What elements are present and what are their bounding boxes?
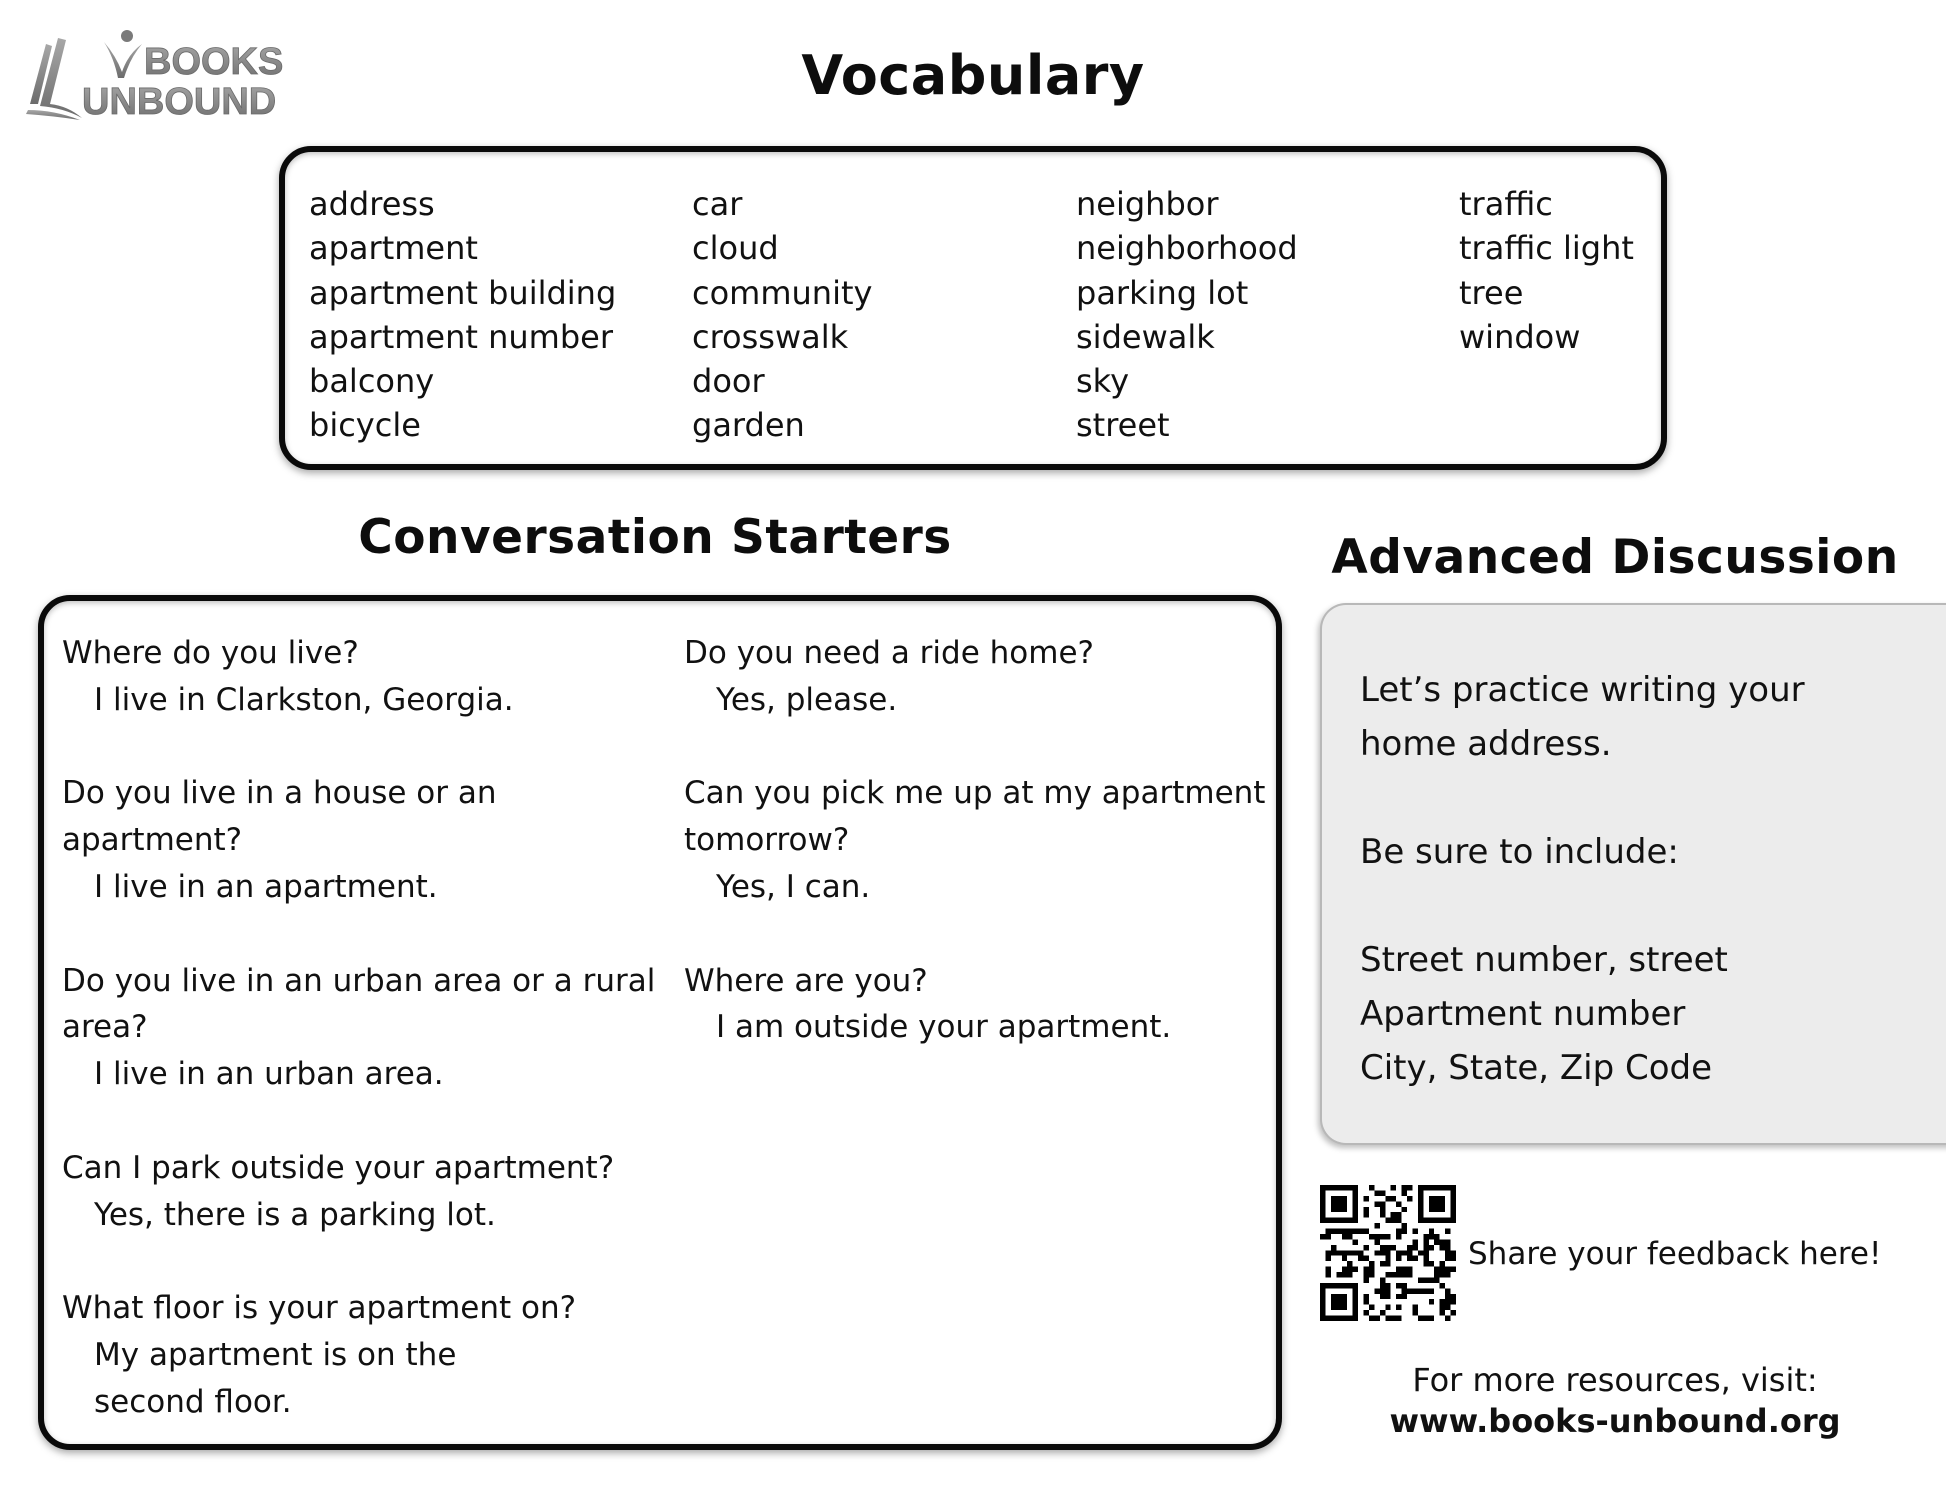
qr-module [1385, 1316, 1390, 1321]
qr-module [1380, 1190, 1385, 1195]
vocab-word: street [1076, 406, 1170, 445]
question: What floor is your apartment on? [62, 1290, 577, 1327]
qr-module [1336, 1250, 1341, 1255]
qr-module [1347, 1261, 1352, 1266]
open-book-reader-icon [24, 26, 304, 121]
qr-module [1385, 1288, 1390, 1293]
qr-module [1440, 1245, 1445, 1250]
qr-module [1412, 1256, 1417, 1261]
qr-module [1407, 1250, 1412, 1255]
qr-module [1369, 1272, 1374, 1277]
advanced-discussion-title: Advanced Discussion [1331, 530, 1899, 585]
qr-module [1429, 1234, 1434, 1239]
vocab-word: balcony [309, 362, 435, 401]
qr-module [1374, 1190, 1379, 1195]
advanced-intro: Let’s practice writing your home address. [1360, 670, 1805, 764]
qr-module [1369, 1261, 1374, 1266]
qr-module [1412, 1239, 1417, 1244]
qr-module [1445, 1288, 1450, 1293]
address-item: City, State, Zip Code [1360, 1048, 1713, 1088]
qr-module [1391, 1196, 1396, 1201]
conversation-starters-box [38, 595, 1282, 1450]
qr-module [1451, 1267, 1456, 1272]
qr-module [1396, 1305, 1401, 1310]
vocab-word: bicycle [309, 406, 421, 445]
vocab-word: crosswalk [692, 317, 849, 356]
qr-module [1445, 1250, 1450, 1255]
qr-module [1402, 1190, 1407, 1195]
qr-module [1353, 1250, 1358, 1255]
qr-module [1391, 1185, 1396, 1190]
vocab-word: traffic [1459, 185, 1553, 223]
qr-module [1369, 1234, 1374, 1239]
qr-module [1364, 1196, 1369, 1201]
qr-module [1440, 1239, 1445, 1244]
qr-module [1434, 1234, 1439, 1239]
vocab-word: sky [1076, 362, 1129, 401]
qr-module [1451, 1299, 1456, 1304]
qr-module [1440, 1283, 1445, 1288]
qr-module [1445, 1267, 1450, 1272]
qr-module [1331, 1294, 1347, 1310]
qr-module [1358, 1250, 1363, 1255]
qr-module [1402, 1267, 1407, 1272]
question: Where do you live? [62, 635, 359, 671]
answer: I live in Clarkston, Georgia. [94, 681, 514, 718]
qr-module [1445, 1299, 1450, 1304]
qr-module [1380, 1250, 1385, 1255]
qr-module [1374, 1234, 1379, 1239]
qr-module [1342, 1229, 1347, 1234]
vocab-word: apartment building [309, 273, 617, 312]
qr-module [1385, 1218, 1390, 1223]
vocab-word: door [692, 362, 765, 401]
qr-module [1396, 1229, 1401, 1234]
qr-module [1380, 1283, 1385, 1288]
qr-module [1445, 1245, 1450, 1250]
qr-module [1385, 1305, 1390, 1310]
qa-pair [62, 1145, 682, 1239]
qa-pair [684, 770, 1284, 910]
qr-module [1374, 1239, 1379, 1244]
vocab-word: garden [692, 406, 805, 445]
qr-module [1407, 1245, 1412, 1250]
vocabulary-column-4 [1459, 182, 1634, 359]
qr-module [1412, 1305, 1417, 1310]
qr-module [1396, 1250, 1401, 1255]
qr-module [1412, 1245, 1417, 1250]
qr-module [1380, 1310, 1385, 1315]
qr-module [1331, 1245, 1336, 1250]
vocab-word: neighbor [1076, 185, 1219, 223]
qr-module [1374, 1316, 1379, 1321]
qr-module [1418, 1316, 1423, 1321]
address-item: Apartment number [1360, 994, 1686, 1034]
vocab-word: cloud [692, 229, 779, 268]
advanced-discussion-box [1320, 603, 1946, 1145]
vocab-word: neighborhood [1076, 229, 1298, 268]
qr-module [1429, 1245, 1434, 1250]
qr-module [1380, 1207, 1385, 1212]
qr-module [1407, 1288, 1412, 1293]
qr-module [1402, 1207, 1407, 1212]
answer: Yes, I can. [716, 868, 871, 905]
qr-module [1402, 1294, 1407, 1299]
qr-module [1402, 1250, 1407, 1255]
qr-module [1440, 1267, 1445, 1272]
qr-module [1380, 1294, 1385, 1299]
qr-module [1391, 1245, 1396, 1250]
resources-label: For more resources, visit: [1412, 1361, 1818, 1399]
qr-module [1402, 1283, 1407, 1288]
vocab-word: parking lot [1076, 273, 1249, 312]
qr-module [1331, 1250, 1336, 1255]
qr-module [1347, 1250, 1352, 1255]
conversation-column-left [62, 630, 682, 1472]
qr-module [1440, 1261, 1445, 1266]
qr-module [1402, 1272, 1407, 1277]
qr-module [1451, 1256, 1456, 1261]
qr-module [1423, 1277, 1428, 1282]
qr-module [1342, 1272, 1347, 1277]
qr-module [1396, 1234, 1401, 1239]
qr-module [1325, 1250, 1330, 1255]
vocab-word: apartment [309, 229, 478, 268]
qr-module [1402, 1288, 1407, 1293]
answer: I live in an urban area. [94, 1056, 444, 1093]
qr-module [1391, 1272, 1396, 1277]
address-item: Street number, street [1360, 940, 1728, 980]
vocab-word: address [309, 185, 435, 223]
qr-module [1396, 1283, 1401, 1288]
qr-module [1325, 1267, 1330, 1272]
vocabulary-column-3 [1076, 182, 1298, 448]
resources-footer [1340, 1360, 1890, 1442]
website-link[interactable]: www.books-unbound.org [1389, 1402, 1841, 1440]
answer: I am outside your apartment. [716, 1009, 1172, 1046]
qr-module [1380, 1261, 1385, 1266]
qr-module [1347, 1272, 1352, 1277]
qr-module [1380, 1234, 1385, 1239]
qr-module [1391, 1218, 1396, 1223]
qr-module [1331, 1229, 1336, 1234]
qr-module [1342, 1267, 1347, 1272]
qr-module [1418, 1250, 1423, 1255]
qr-module [1434, 1239, 1439, 1244]
qr-module [1402, 1223, 1407, 1228]
qr-module [1385, 1256, 1390, 1261]
qr-module [1364, 1294, 1369, 1299]
qr-module [1407, 1272, 1412, 1277]
qr-module [1423, 1261, 1428, 1266]
qr-module [1440, 1310, 1445, 1315]
qr-module [1380, 1288, 1385, 1293]
qr-module [1434, 1272, 1439, 1277]
qr-module [1374, 1288, 1379, 1293]
qr-module [1358, 1256, 1363, 1261]
vocabulary-column-1 [309, 182, 616, 448]
vocabulary-column-2 [692, 182, 872, 448]
conversation-column-right [684, 630, 1284, 1098]
qr-module [1396, 1272, 1401, 1277]
qr-module [1364, 1310, 1369, 1315]
qr-module [1385, 1250, 1390, 1255]
qr-module [1434, 1267, 1439, 1272]
qr-module [1407, 1256, 1412, 1261]
qr-module [1407, 1196, 1412, 1201]
advanced-discussion-content [1360, 663, 1880, 1095]
qr-module [1407, 1185, 1412, 1190]
qr-module [1385, 1283, 1390, 1288]
qr-module [1407, 1267, 1412, 1272]
qr-module [1385, 1261, 1390, 1266]
logo-line1: BOOKS [144, 41, 284, 83]
qr-module [1364, 1245, 1369, 1250]
qr-module [1412, 1310, 1417, 1315]
qa-pair [62, 958, 682, 1098]
qr-module [1347, 1234, 1352, 1239]
qr-module [1423, 1288, 1428, 1293]
qr-module [1434, 1277, 1439, 1282]
qr-module [1402, 1185, 1407, 1190]
qr-module [1402, 1229, 1407, 1234]
vocabulary-box [279, 146, 1667, 470]
vocab-word: sidewalk [1076, 317, 1215, 356]
qr-module [1364, 1267, 1369, 1272]
qr-module [1396, 1316, 1401, 1321]
qr-module [1429, 1277, 1434, 1282]
qr-module [1445, 1272, 1450, 1277]
qr-module [1429, 1288, 1434, 1293]
qr-module [1347, 1229, 1352, 1234]
vocab-word: window [1459, 317, 1581, 356]
qr-module [1429, 1299, 1434, 1304]
qr-module [1440, 1305, 1445, 1310]
qr-module [1380, 1277, 1385, 1282]
qa-pair [62, 1285, 682, 1425]
books-unbound-logo [24, 26, 304, 121]
qr-module [1412, 1288, 1417, 1293]
qr-module [1364, 1207, 1369, 1212]
qr-module [1353, 1267, 1358, 1272]
qr-code-icon[interactable] [1320, 1185, 1456, 1321]
qr-module [1358, 1229, 1363, 1234]
qr-module [1451, 1294, 1456, 1299]
answer: Yes, there is a parking lot. [94, 1196, 496, 1233]
qr-module [1396, 1294, 1401, 1299]
qr-module [1423, 1256, 1428, 1261]
qr-module [1369, 1305, 1374, 1310]
qr-module [1325, 1234, 1330, 1239]
qr-module [1423, 1234, 1428, 1239]
qr-module [1385, 1245, 1390, 1250]
qr-module [1342, 1250, 1347, 1255]
qr-module [1336, 1229, 1341, 1234]
qr-module [1423, 1316, 1428, 1321]
qr-module [1396, 1201, 1401, 1206]
qr-module [1423, 1245, 1428, 1250]
qr-module [1429, 1261, 1434, 1266]
answer: My apartment is on the second floor. [94, 1336, 457, 1420]
feedback-text: Share your feedback here! [1468, 1236, 1882, 1272]
vocab-word: car [692, 185, 743, 223]
qa-pair [684, 958, 1284, 1052]
question: Do you need a ride home? [684, 635, 1094, 671]
qr-module [1364, 1299, 1369, 1304]
qr-module [1325, 1229, 1330, 1234]
qr-module [1429, 1196, 1445, 1212]
qr-module [1331, 1196, 1347, 1212]
answer: I live in an apartment. [94, 868, 438, 905]
qr-module [1369, 1267, 1374, 1272]
qr-module [1451, 1250, 1456, 1255]
qr-module [1445, 1229, 1450, 1234]
conversation-starters-title: Conversation Starters [358, 510, 952, 565]
logo-line2: UNBOUND [82, 81, 277, 121]
qr-module [1418, 1288, 1423, 1293]
qr-module [1385, 1272, 1390, 1277]
qr-module [1380, 1201, 1385, 1206]
qr-module [1445, 1294, 1450, 1299]
qr-module [1396, 1256, 1401, 1261]
vocab-word: community [692, 273, 873, 312]
qa-pair [684, 630, 1284, 724]
qr-module [1353, 1229, 1358, 1234]
qr-module [1440, 1272, 1445, 1277]
qr-module [1336, 1272, 1341, 1277]
qr-module [1445, 1256, 1450, 1261]
qr-module [1369, 1316, 1374, 1321]
qa-pair [62, 630, 682, 724]
qr-module [1380, 1212, 1385, 1217]
qr-module [1396, 1212, 1401, 1217]
qr-module [1342, 1234, 1347, 1239]
qr-module [1451, 1310, 1456, 1315]
question: Do you live in a house or an apartment? [62, 775, 497, 859]
qr-module [1391, 1316, 1396, 1321]
qr-module [1374, 1201, 1379, 1206]
qr-module [1391, 1212, 1396, 1217]
qr-module [1440, 1299, 1445, 1304]
qr-module [1347, 1267, 1352, 1272]
qr-module [1423, 1239, 1428, 1244]
vocab-word: traffic light [1459, 229, 1634, 268]
qr-module [1364, 1256, 1369, 1261]
vocab-word: tree [1459, 273, 1524, 312]
qr-module [1385, 1196, 1390, 1201]
qr-module [1429, 1229, 1434, 1234]
qr-module [1380, 1245, 1385, 1250]
qr-module [1396, 1218, 1401, 1223]
qr-module [1396, 1267, 1401, 1272]
question: Can you pick me up at my apartment tomorrow? [684, 775, 1266, 859]
qr-module [1385, 1294, 1390, 1299]
advanced-prompt: Be sure to include: [1360, 832, 1679, 872]
qr-module [1364, 1277, 1369, 1282]
qr-module [1325, 1272, 1330, 1277]
qr-module [1445, 1239, 1450, 1244]
qr-module [1412, 1229, 1417, 1234]
qr-module [1445, 1305, 1450, 1310]
qr-module [1423, 1250, 1428, 1255]
qr-module [1364, 1272, 1369, 1277]
qr-module [1353, 1239, 1358, 1244]
vocab-word: apartment number [309, 317, 613, 356]
question: Can I park outside your apartment? [62, 1149, 615, 1186]
question: Do you live in an urban area or a rural area? [62, 962, 656, 1046]
qr-module [1325, 1256, 1330, 1261]
answer: Yes, please. [716, 681, 898, 718]
qr-module [1445, 1316, 1450, 1321]
qr-module [1418, 1277, 1423, 1282]
vocabulary-title: Vocabulary [801, 44, 1145, 107]
qr-module [1369, 1185, 1374, 1190]
qa-pair [62, 770, 682, 910]
qr-module [1374, 1250, 1379, 1255]
question: Where are you? [684, 962, 928, 999]
qr-module [1342, 1256, 1347, 1261]
qr-module [1320, 1234, 1325, 1239]
qr-module [1364, 1212, 1369, 1217]
qr-module [1374, 1223, 1379, 1228]
qr-module [1429, 1316, 1434, 1321]
qr-module [1385, 1234, 1390, 1239]
qr-module [1364, 1229, 1369, 1234]
